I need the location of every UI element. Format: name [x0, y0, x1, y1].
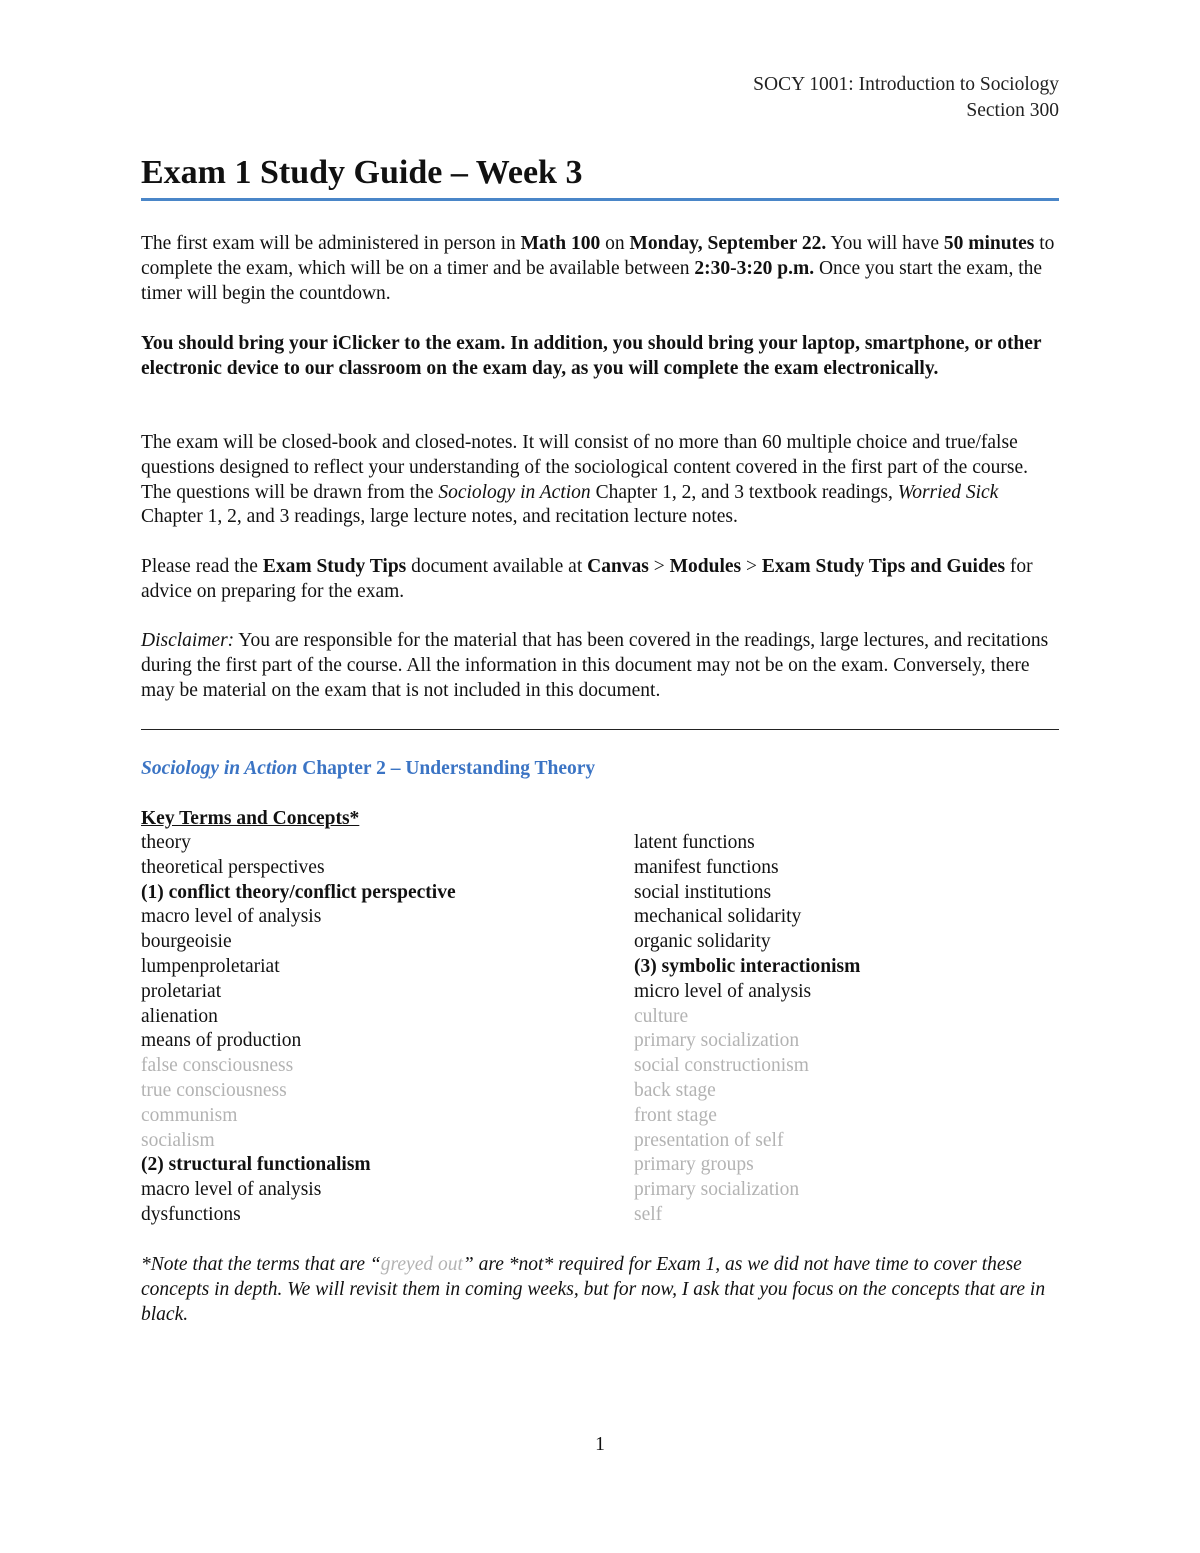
term-item: social institutions	[634, 881, 772, 903]
term-item: primary socialization	[634, 1030, 800, 1052]
book-title: Worried Sick	[897, 481, 999, 503]
course-name: SOCY 1001: Introduction to Sociology	[753, 74, 1059, 95]
term-item: manifest functions	[634, 856, 779, 878]
study-tips-doc: Exam Study Tips	[262, 556, 407, 577]
page-number: 1	[595, 1434, 605, 1455]
term-item: means of production	[141, 1030, 302, 1052]
text: Once you start the exam, the timer will begin the countdown.	[141, 257, 1043, 304]
page-title: Exam 1 Study Guide – Week 3	[141, 154, 583, 191]
modules-path: Modules	[669, 556, 742, 577]
exam-duration: 50 minutes	[943, 233, 1035, 254]
term-item: presentation of self	[634, 1129, 784, 1151]
text: *Note that the terms that are “	[141, 1254, 381, 1275]
term-item: mechanical solidarity	[634, 906, 802, 928]
section-book-title: Sociology in Action	[141, 758, 298, 779]
term-item: latent functions	[634, 832, 755, 853]
term-item: self	[634, 1203, 663, 1225]
term-item: bourgeoisie	[141, 931, 232, 953]
text: >	[648, 556, 670, 577]
text: to complete the exam, which will be on a timer and be available between	[141, 233, 1055, 279]
term-item: dysfunctions	[141, 1203, 241, 1225]
section-chapter-title: Chapter 2 – Understanding Theory	[297, 758, 596, 779]
terms-list-left	[141, 831, 456, 1228]
term-item: culture	[634, 1005, 689, 1027]
text: Chapter 1, 2, and 3 textbook readings,	[590, 481, 898, 503]
disclaimer-paragraph	[141, 629, 1059, 703]
term-item: true consciousness	[141, 1079, 287, 1101]
guides-path: Exam Study Tips and Guides	[761, 556, 1006, 577]
term-item: social constructionism	[634, 1055, 809, 1077]
greyed-out-note	[141, 1253, 1059, 1327]
term-item: communism	[141, 1104, 238, 1126]
disclaimer-text: You are responsible for the material that has been covered in the readings, large lectures, and recitations during the first part of the course. All the information in this document may not be on the exam. Conversely, there may be material on the exam that is not included in this document.	[141, 630, 1049, 701]
text: document available at	[406, 556, 588, 577]
term-item: lumpenproletariat	[141, 955, 280, 977]
term-item: alienation	[141, 1005, 218, 1027]
book-title: Sociology in Action	[438, 481, 591, 503]
study-tips-paragraph	[141, 555, 1059, 605]
exam-time: 2:30-3:20 p.m.	[694, 257, 815, 279]
document-header	[753, 72, 1059, 124]
term-item: macro level of analysis	[141, 1179, 322, 1201]
term-item: front stage	[634, 1104, 717, 1126]
exam-format-paragraph	[141, 431, 1059, 530]
term-item: back stage	[634, 1079, 716, 1101]
term-item: (1) conflict theory/conflict perspective	[141, 881, 456, 903]
term-item: socialism	[141, 1129, 215, 1151]
term-item: (2) structural functionalism	[141, 1154, 371, 1176]
canvas-path: Canvas	[587, 556, 649, 577]
section-number: Section 300	[966, 100, 1059, 121]
text: for advice on preparing for the exam.	[141, 556, 1033, 602]
term-item: (3) symbolic interactionism	[634, 955, 861, 977]
exam-logistics-paragraph	[141, 232, 1059, 306]
term-item: micro level of analysis	[634, 980, 812, 1002]
section-divider	[141, 729, 1059, 730]
term-item: organic solidarity	[634, 931, 771, 953]
text: The first exam will be administered in person in	[141, 233, 521, 254]
term-item: theory	[141, 832, 191, 853]
term-item: macro level of analysis	[141, 906, 322, 928]
text: Chapter 1, 2, and 3 readings, large lecture notes, and recitation lecture notes.	[141, 506, 738, 528]
greyed-example: greyed out	[380, 1254, 463, 1275]
term-item: theoretical perspectives	[141, 856, 325, 878]
term-item: primary groups	[634, 1154, 754, 1176]
key-terms-heading: Key Terms and Concepts*	[141, 808, 360, 829]
terms-list-right	[634, 831, 860, 1228]
bring-device-paragraph: You should bring your iClicker to the exam. In addition, you should bring your laptop, smartphone, or other electronic device to our classroom on the exam day, as you will complete the exam electronically.	[141, 333, 1042, 379]
term-item: proletariat	[141, 980, 222, 1002]
text: on	[600, 233, 630, 254]
text: ” are *not* required for Exam 1, as we did not have time to cover these concepts in depth. We will revisit them in coming weeks, but for now, I ask that you focus on the concepts that are in black.	[141, 1254, 1046, 1325]
exam-location: Math 100	[520, 233, 601, 254]
exam-date: Monday, September 22.	[629, 233, 827, 254]
title-underline	[141, 198, 1059, 201]
text: The exam will be closed-book and closed-notes. It will consist of no more than 60 multiple choice and true/false questions designed to reflect your understanding of the sociological content covered in the first part of the course. The questions will be drawn from the	[141, 432, 1028, 503]
text: >	[741, 556, 762, 577]
term-item: primary socialization	[634, 1179, 800, 1201]
section-heading	[141, 756, 595, 781]
text: Please read the	[141, 556, 263, 577]
text: You will have	[826, 233, 944, 254]
disclaimer-label: Disclaimer:	[141, 630, 235, 651]
term-item: false consciousness	[141, 1055, 294, 1077]
